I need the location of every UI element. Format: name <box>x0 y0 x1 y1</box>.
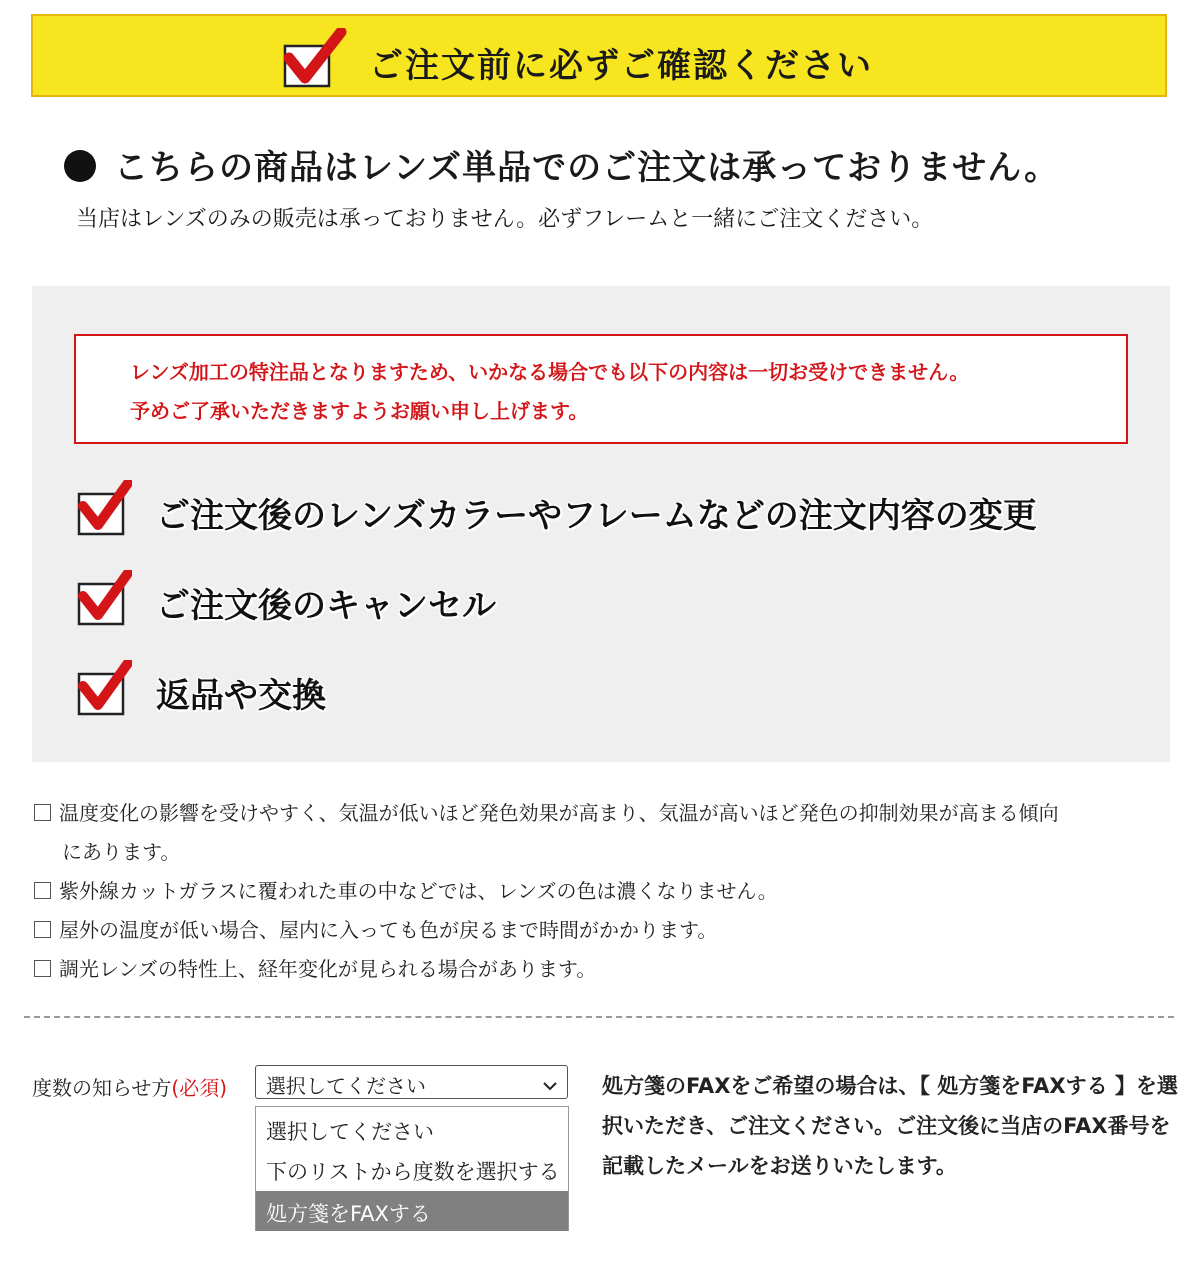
note-text: 調光レンズの特性上、経年変化が見られる場合があります。 <box>59 957 597 981</box>
dashed-divider <box>24 1016 1174 1018</box>
option-label: 選択してください <box>266 1120 434 1144</box>
check-icon <box>76 480 132 542</box>
check-icon <box>76 660 132 722</box>
notice-heading-text: こちらの商品はレンズ単品でのご注文は承っておりません。 <box>114 148 1060 188</box>
prescription-select[interactable] <box>255 1065 568 1099</box>
restriction-text: ご注文後のキャンセル <box>156 586 496 626</box>
required-marker: (必須) <box>171 1076 228 1100</box>
dropdown-option-highlighted[interactable] <box>256 1191 568 1231</box>
notice-subtext: 当店はレンズのみの販売は承っておりません。必ずフレームと一緒にご注文ください。 <box>76 207 934 232</box>
restriction-text: 返品や交換 <box>156 676 326 716</box>
dropdown-option[interactable] <box>256 1109 568 1149</box>
list-item <box>34 911 1174 950</box>
checkbox-square-icon <box>34 804 51 821</box>
dropdown-option[interactable] <box>256 1149 568 1189</box>
note-text: にあります。 <box>62 840 181 864</box>
list-item <box>34 950 1174 989</box>
note-text: 屋外の温度が低い場合、屋内に入っても色が戻るまで時間がかかります。 <box>59 918 718 942</box>
checkbox-square-icon <box>34 882 51 899</box>
banner-title: ご注文前に必ずご確認ください <box>369 46 873 86</box>
list-item <box>34 833 1174 872</box>
restrictions-panel <box>32 286 1170 762</box>
option-label: 処方箋をFAXする <box>266 1202 431 1226</box>
option-label: 下のリストから度数を選択する <box>266 1160 560 1184</box>
prescription-label-text: 度数の知らせ方 <box>32 1076 172 1100</box>
note-text: 温度変化の影響を受けやすく、気温が低いほど発色効果が高まり、気温が高いほど発色の抑制効果が高まる傾向 <box>59 801 1059 825</box>
fax-instructions: 処方箋のFAXをご希望の場合は、【 処方箋をFAXする 】を選択いただき、ご注文ください。ご注文後に当店のFAX番号を記載したメールをお送りいたします。 <box>602 1074 1178 1178</box>
select-value: 選択してください <box>266 1074 426 1098</box>
confirm-banner <box>31 14 1167 97</box>
note-text: 紫外線カットガラスに覆われた車の中などでは、レンズの色は濃くなりません。 <box>59 879 778 903</box>
bullet-icon <box>64 150 96 182</box>
warning-line-1: レンズ加工の特注品となりますため、いかなる場合でも以下の内容は一切お受けできません。 <box>130 360 970 384</box>
notice-heading <box>64 140 1059 189</box>
check-icon <box>281 28 349 94</box>
restriction-text: ご注文後のレンズカラーやフレームなどの注文内容の変更 <box>156 496 1037 536</box>
prescription-dropdown <box>255 1106 569 1231</box>
checkbox-square-icon <box>34 960 51 977</box>
check-icon <box>76 570 132 632</box>
chevron-down-icon <box>543 1076 557 1095</box>
checkbox-square-icon <box>34 921 51 938</box>
warning-line-2: 予めご了承いただきますようお願い申し上げます。 <box>130 399 589 423</box>
list-item <box>34 872 1174 911</box>
prescription-label <box>32 1072 227 1101</box>
list-item <box>34 794 1174 833</box>
notes-list <box>34 794 1174 989</box>
warning-box <box>74 334 1128 444</box>
